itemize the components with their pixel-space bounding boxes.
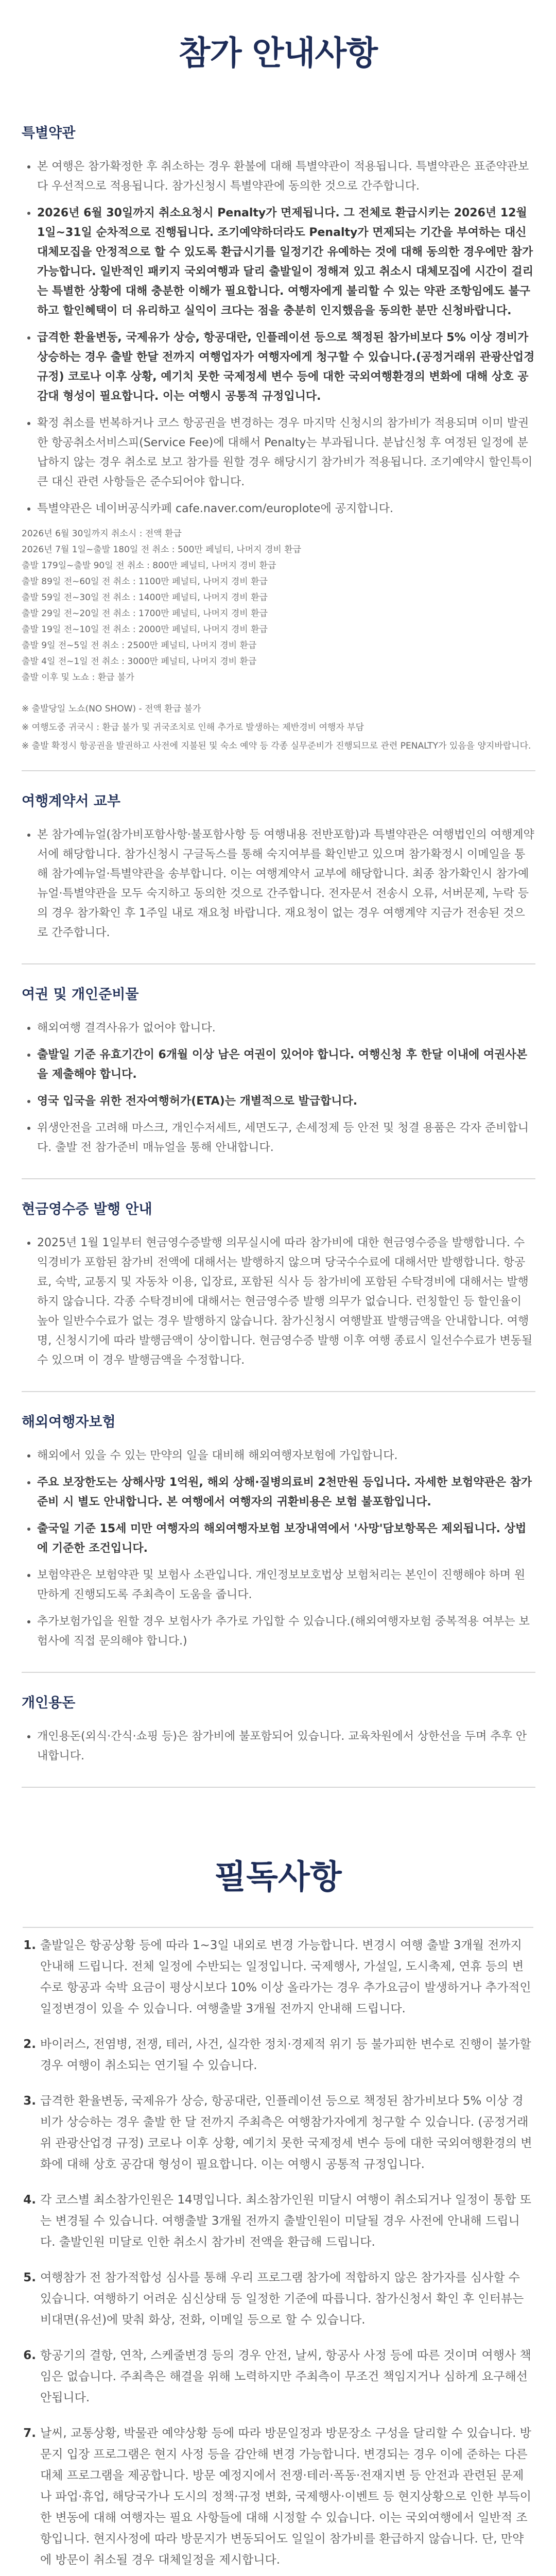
refund-schedule — [22, 526, 535, 686]
list-item: 1. 출발일은 항공상황 등에 따라 1~3일 내외로 변경 가능합니다. 변경시 여행 출발 3개월 전까지 안내해 드립니다. 전체 일정에 수반되는 일정입니다. 국제행사, 가설일, 도시축제, 연휴 등의 변수로 항공과 숙박 요금이 평상시보다 10% 이상 올라가는 경우 추가요금이 발생하거나 추가적인 일정변경이 있을 수 있습니다. 여행출발 3개월 전까지 안내해 드립니다. — [40, 1935, 533, 2020]
list-item: 3. 급격한 환율변동, 국제유가 상승, 항공대란, 인플레이션 등으로 책정된 참가비보다 5% 이상 경비가 상승하는 경우 출발 한 달 전까지 주최측은 여행참가자에게 청구할 수 있습니다. (공정거래위 관광산업경 규정) 코로나 이후 상황, 예기치 못한 국제정세 변수 등에 대한 국외여행환경의 변화에 대해 상호 공감대 형성이 필요합니다. 이는 여행시 공통적 규정입니다. — [40, 2091, 533, 2175]
list-item — [37, 1092, 535, 1111]
list-item: 4. 각 코스별 최소참가인원은 14명입니다. 최소참가인원 미달시 여행이 취소되거나 일정이 통합 또는 변경될 수 있습니다. 여행출발 3개월 전까지 출발인원이 미달될 경우 사전에 안내해 드립니다. 출발인원 미달로 인한 취소시 참가비 전액을 환급해 드립니다. — [40, 2190, 533, 2253]
highlight-text: 출국일 기준 15세 미만 여행자의 해외여행자보험 보장내역에서 '사망'담보항목은 제외됩니다. 상법에 기준한 조건입니다. — [37, 1522, 527, 1555]
schedule-item: 출발 179일~출발 90일 전 취소 : 800만 페널티, 나머지 경비 환급 — [22, 561, 276, 571]
list-item: 5. 여행참가 전 참가적합성 심사를 통해 우리 프로그램 참가에 적합하지 않은 참가자를 심사할 수 있습니다. 여행하기 어려운 심신상태 등 일정한 기준에 따릅니다. 참가신청서 확인 후 인터뷰는 비대면(유선)에 맞춰 화상, 전화, 이메일 등으로 할 수 있습니다. — [40, 2267, 533, 2331]
note: ※ 출발당일 노쇼(NO SHOW) - 전액 환급 불가 — [22, 704, 201, 714]
section-title: 현금영수증 발행 안내 — [22, 1201, 152, 1217]
list-item — [37, 328, 535, 406]
bullet-list — [22, 1233, 535, 1370]
section-title: 여행계약서 교부 — [22, 793, 120, 809]
list-item: • 2025년 1월 1일부터 현금영수증발행 의무실시에 따라 참가비에 대한 현금영수증을 발행합니다. 수익경비가 포함된 참가비 전액에 대해서는 발행하지 않으며 당국수수료에 대해서만 발행합니다. 항공료, 숙박, 교통지 및 자동차 이용, 입장료, 포함된 식사 등 참가비에 포함된 수탁경비에 대해서는 발행하지 않습니다. 각종 수탁경비에 대해서는 현금영수증 발행 의무가 없습니다. 런칭할인 등 할인율이 높아 일반수수료가 없는 경우 발행하지 않습니다. 참가신청시 여행발표 발행금액을 안내합니다. 여행명, 신청시기에 따라 발행금액이 상이합니다. 현금영수증 발행 이후 여행 종료시 일선수수료가 변동될 수 있으며 이 경우 발행금액을 수정합니다. — [37, 1233, 535, 1370]
page-title: 참가 안내사항 — [178, 35, 378, 73]
schedule-item: 출발 29일 전~20일 전 취소 : 1700만 페널티, 나머지 경비 환급 — [22, 608, 268, 619]
list-item: • 확정 취소를 번복하거나 코스 항공권을 변경하는 경우 마지막 신청시의 참가비가 적용되며 이미 발권한 항공취소서비스피(Service Fee)에 대해서 Penalty는 부과됩니다. 분납신청 후 여정된 일정에 분납하지 않는 경우 취소로 보고 참가를 원할 경우 해당시기 참가비가 적용됩니다. 조기예약시 할인특이 큰 대신 관련 사항들은 준수되어야 합니다. — [37, 414, 535, 492]
list-item: 6. 항공기의 결항, 연착, 스케줄변경 등의 경우 안전, 날씨, 항공사 사정 등에 따른 것이며 여행사 책임은 없습니다. 주최측은 해결을 위해 노력하지만 주최측이 무조건 책임지거나 심하게 요구해선 안됩니다. — [40, 2345, 533, 2409]
section-cash-receipt — [22, 1179, 535, 1392]
section-title: 특별약관 — [22, 125, 76, 141]
list-item: • 해외여행 결격사유가 없어야 합니다. — [37, 1019, 535, 1038]
section-title: 여권 및 개인준비물 — [22, 987, 139, 1003]
must-read-title: 필독사항 — [214, 1858, 342, 1896]
list-item: • 추가보험가입을 원할 경우 보험사가 추가로 가입할 수 있습니다.(해외여행자보험 중복적용 여부는 보험사에 직접 문의해야 합니다.) — [37, 1612, 535, 1651]
list-item: • 위생안전을 고려해 마스크, 개인수저세트, 세면도구, 손세정제 등 안전 및 청결 용품은 각자 준비합니다. 출발 전 참가준비 매뉴얼을 통해 안내합니다. — [37, 1118, 535, 1158]
highlight-text: 2026년 6월 30일까지 취소요청시 Penalty가 면제됩니다. 그 전체로 환급시키는 2026년 12월 1일~31일 순차적으로 진행됩니다. 조기예약하더라도 Penalty가 면제되는 기간을 부여하는 대신 대체모집을 안정적으로 할 수 있도록 환급시기를 일정기간 유예하는 것에 대해 동의한 경우에만 참가가능합니다. 일반적인 패키지 국외여행과 달리 출발일이 정해져 있고 취소시 대체모집에 시간이 걸리는 특별한 상황에 대해 충분한 이해가 필요합니다. 여행자에게 불리할 수 있는 약관 조항임에도 불구하고 할인혜택이 더 유리하고 실익이 크다는 점을 충분히 인지했음을 동의한 분만 신청바랍니다. — [37, 207, 533, 317]
list-item: • 본 여행은 참가확정한 후 취소하는 경우 환불에 대해 특별약관이 적용됩니다. 특별약관은 표준약관보다 우선적으로 적용됩니다. 참가신청시 특별약관에 동의한 것으로 간주합니다. — [37, 157, 535, 196]
highlight-text: 영국 입국을 위한 전자여행허가(ETA)는 개별적으로 발급합니다. — [37, 1095, 358, 1108]
section-contract — [22, 771, 535, 964]
numbered-list — [23, 1935, 533, 2576]
highlight-text: 급격한 환율변동, 국제유가 상승, 항공대란, 인플레이션 등으로 책정된 참가비보다 5% 이상 경비가 상승하는 경우 출발 한달 전까지 여행업자가 여행자에게 청구할 수 있습니다.(공정거래위 관광산업경 규정) 코로나 이후 상황, 예기치 못한 국제정세 변수 등에 대한 국외여행환경의 변화에 대해 상호 공감대 형성이 필요합니다. 이는 여행시 공통적 규정입니다. — [37, 331, 535, 403]
schedule-item: 출발 89일 전~60일 전 취소 : 1100만 페널티, 나머지 경비 환급 — [22, 577, 268, 587]
schedule-item: 출발 9일 전~5일 전 취소 : 2500만 페널티, 나머지 경비 환급 — [22, 640, 257, 651]
list-item — [37, 1519, 535, 1558]
section-insurance — [22, 1392, 535, 1673]
note: ※ 여행도중 귀국시 : 환급 불가 및 귀국조치로 인해 추가로 발생하는 제반경비 여행자 부담 — [22, 722, 364, 733]
list-item — [37, 1473, 535, 1512]
list-item: • 특별약관은 네이버공식카페 cafe.naver.com/europlote에 공지합니다. — [37, 499, 535, 519]
bullet-list — [22, 1446, 535, 1651]
list-item — [37, 204, 535, 321]
schedule-item: 출발 59일 전~30일 전 취소 : 1400만 페널티, 나머지 경비 환급 — [22, 592, 268, 603]
bullet-list — [22, 825, 535, 943]
section-passport — [22, 964, 535, 1179]
title-band — [0, 0, 556, 103]
list-item — [37, 1045, 535, 1084]
bullet-list — [22, 1727, 535, 1766]
note: ※ 출발 확정시 항공권을 발권하고 사전에 지불된 및 숙소 예약 등 각종 실무준비가 진행되므로 관련 PENALTY가 있음을 양지바랍니다. — [22, 741, 531, 751]
schedule-item: 출발 4일 전~1일 전 취소 : 3000만 페널티, 나머지 경비 환급 — [22, 656, 257, 667]
section-title: 개인용돈 — [22, 1695, 76, 1711]
schedule-item: 2026년 7월 1일~출발 180일 전 취소 : 500만 페널티, 나머지 경비 환급 — [22, 545, 302, 555]
list-item: • 보험약관은 보험약관 및 보험사 소관입니다. 개인정보보호법상 보험처리는 본인이 진행해야 하며 원만하게 진행되도록 주최측이 도움을 줍니다. — [37, 1566, 535, 1605]
list-item: • 본 참가예뉴얼(참가비포함사항·불포함사항 등 여행내용 전반포함)과 특별약관은 여행법인의 여행계약서에 해당합니다. 참가신청시 구글독스를 통해 숙지여부를 확인받고 있으며 참가확정시 이메일을 통해 참가예뉴얼·특별약관을 송부합니다. 이는 여행계약서 교부에 해당합니다. 최종 참가확인시 참가예뉴얼·특별약관을 모두 숙지하고 동의한 것으로 간주합니다. 전자문서 전송시 오류, 서버문제, 누락 등의 경우 참가확인 후 1주일 내로 재요청 바랍니다. 재요청이 없는 경우 여행계약 지금가 전송된 것으로 간주합니다. — [37, 825, 535, 943]
list-item: • 개인용돈(외식·간식·쇼핑 등)은 참가비에 불포함되어 있습니다. 교육차원에서 상한선을 두며 추후 안내합니다. — [37, 1727, 535, 1766]
list-item: 7. 날씨, 교통상황, 박물관 예약상황 등에 따라 방문일정과 방문장소 구성을 달리할 수 있습니다. 방문지 입장 프로그램은 현지 사정 등을 감안해 변경 가능합니다. 변경되는 경우 이에 준하는 다른 대체 프로그램을 제공합니다. 방문 예정지에서 전쟁·테러·폭동·전재지변 등 안전과 관련된 문제나 파업·휴업, 해당국가나 도시의 정책·규정 변화, 국제행사·이벤트 등 현지상황으로 인한 부득이한 변동에 대해 여행자는 필요 사항들에 대해 시정할 수 있습니다. 이는 국외여행에서 일반적 조항입니다. 현지사정에 따라 방문지가 변동되어도 일일이 참가비를 환급하지 않습니다. 단, 만약에 방문이 취소될 경우 대체일정을 제시합니다. — [40, 2423, 533, 2571]
bullet-list — [22, 1019, 535, 1158]
schedule-item: 출발 19일 전~10일 전 취소 : 2000만 페널티, 나머지 경비 환급 — [22, 624, 268, 635]
schedule-item: 2026년 6월 30일까지 취소시 : 전액 환급 — [22, 529, 182, 539]
section-pocket-money — [22, 1673, 535, 1788]
highlight-text: 출발일 기준 유효기간이 6개월 이상 남은 여권이 있어야 합니다. 여행신청 후 한달 이내에 여권사본을 제출해야 합니다. — [37, 1048, 528, 1081]
highlight-text: 주요 보장한도는 상해사망 1억원, 해외 상해·질병의료비 2천만원 등입니다. 자세한 보험약관은 참가준비 시 별도 안내합니다. 본 여행에서 여행자의 귀환비용은 보험 불포함입니다. — [37, 1476, 532, 1509]
list-item: 2. 바이러스, 전염병, 전쟁, 테러, 사건, 실각한 정치·경제적 위기 등 불가피한 변수로 진행이 불가할 경우 여행이 취소되는 연기될 수 있습니다. — [40, 2034, 533, 2076]
schedule-item: 출발 이후 및 노쇼 : 환급 불가 — [22, 672, 134, 683]
section-special-terms — [22, 103, 535, 771]
must-read-title-band — [0, 1788, 556, 1927]
list-item: • 해외에서 있을 수 있는 만약의 일을 대비해 해외여행자보험에 가입합니다. — [37, 1446, 535, 1466]
bullet-list — [22, 157, 535, 519]
must-read-section — [23, 1927, 533, 2576]
section-title: 해외여행자보험 — [22, 1414, 116, 1430]
